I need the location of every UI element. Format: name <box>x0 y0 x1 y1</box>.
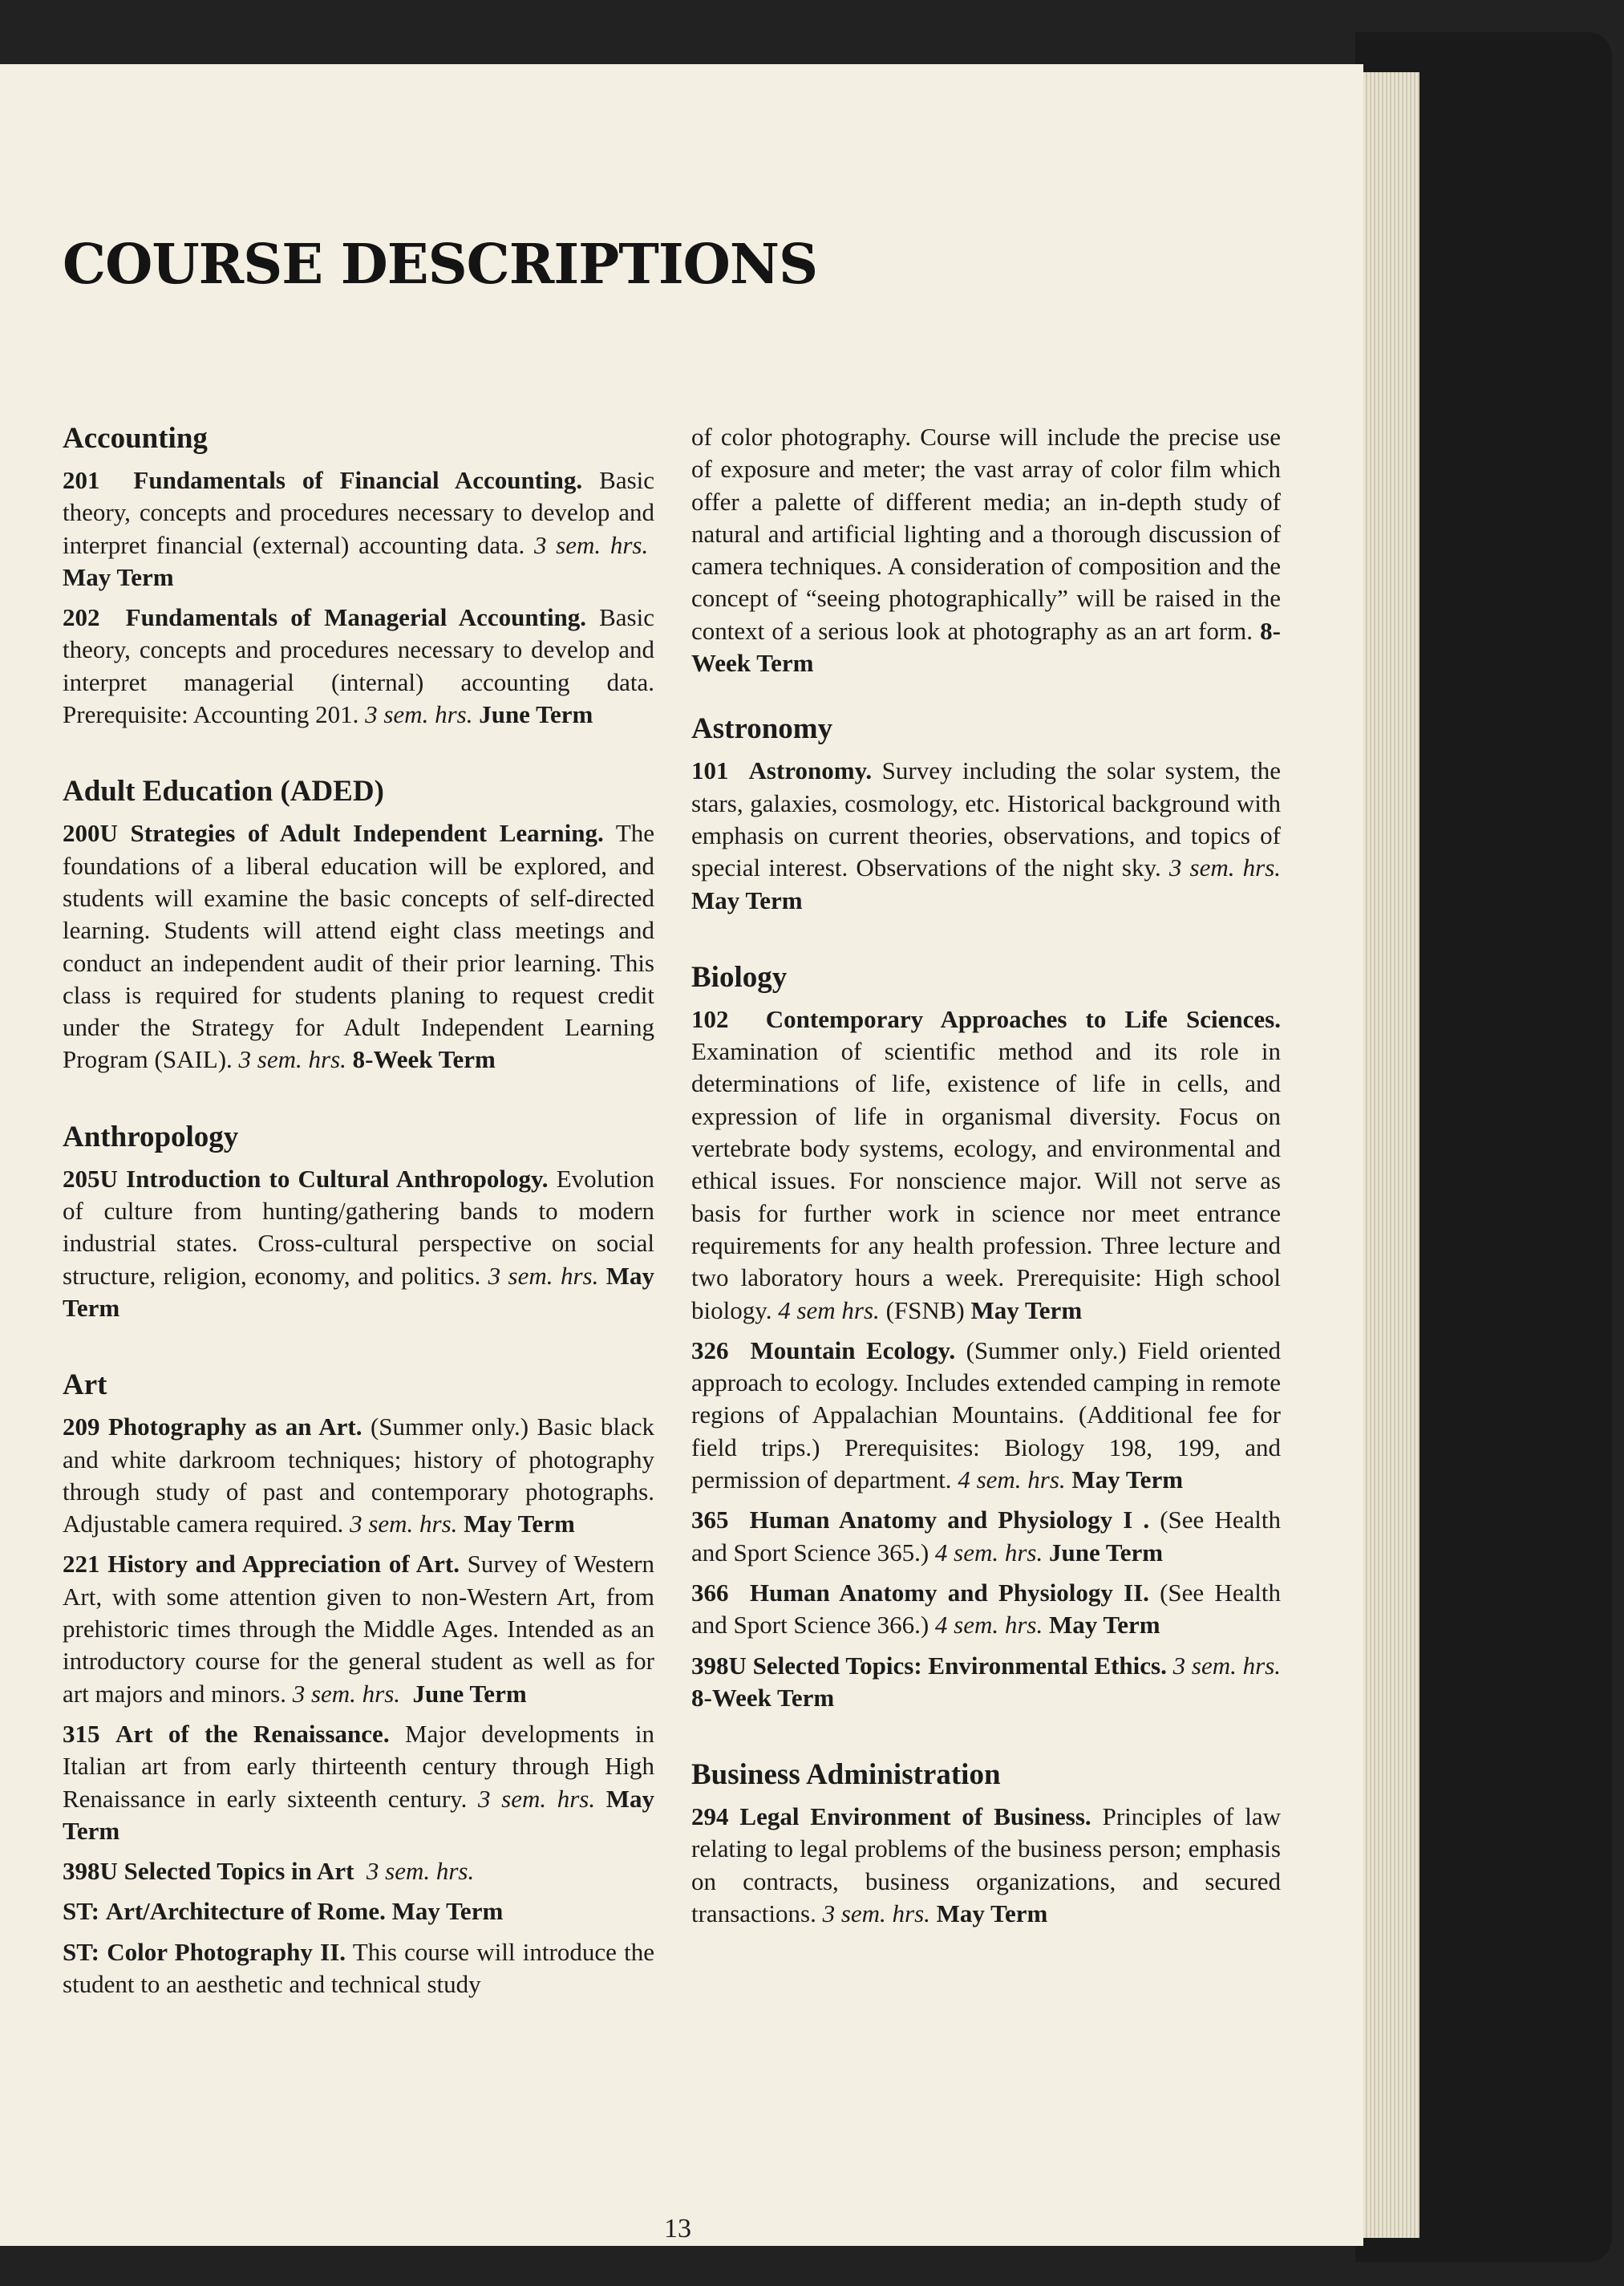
course-hours: 3 sem. hrs. <box>822 1899 930 1927</box>
dept-heading-biology: Biology <box>691 960 788 994</box>
course-title: Color Photography II. <box>107 1937 346 1966</box>
course-hours: 4 sem. hrs. <box>934 1538 1043 1567</box>
course-hours: 4 sem hrs. <box>778 1295 880 1324</box>
course-hours: 3 sem. hrs. <box>366 1857 475 1886</box>
course-description: Evolution of culture from hunting/gathering bands to modern industrial states. Cross-cultural perspective on social structure, religion, economy, and politics. <box>63 1164 654 1290</box>
course-number: 294 <box>691 1802 729 1831</box>
course-description: Survey of Western Art, with some attention given to non-Western Art, from prehistoric times through the Middle Ages. Intended as an introductory course for the general student as well as for art majors and minors. <box>63 1550 654 1708</box>
course-description: (Summer only.) Field oriented approach to ecology. Includes extended camping in remote regions of Appalachian Mountains. (Additional fee for field trips.) Prerequisites: Biology 198, 199, and permission of department. <box>691 1336 1282 1494</box>
dept-heading-business-administration: Business Administration <box>691 1758 1001 1792</box>
course-art-315 <box>63 1718 654 1847</box>
course-hours: 3 sem. hrs. <box>478 1784 596 1813</box>
course-biology-398u <box>691 1650 1281 1715</box>
color-photography-continued <box>691 421 1281 679</box>
course-art-398u <box>63 1855 654 1887</box>
course-term: June Term <box>412 1679 527 1708</box>
course-hours: 3 sem. hrs. <box>350 1510 458 1538</box>
course-term: June Term <box>1049 1538 1164 1567</box>
course-hours: 4 sem. hrs. <box>958 1465 1066 1494</box>
course-term: May Term <box>63 1784 654 1845</box>
course-title: Human Anatomy and Physiology I . <box>749 1506 1150 1534</box>
course-number: 200U <box>63 819 118 848</box>
course-hours: 3 sem. hrs. <box>533 530 649 559</box>
course-description: of color photography. Course will include the precise use of exposure and meter; the vast array of color film which offer a palette of different media; an in-depth study of natural and artificial lighting and a thorough discussion of camera techniques. A consideration of composition and the concept of “seeing photographically” will be raised in the context of a serious look at photography as an art form. <box>691 423 1281 645</box>
dept-heading-art: Art <box>63 1368 107 1402</box>
course-number: 209 <box>63 1413 100 1441</box>
course-title: Art of the Renaissance. <box>115 1719 390 1748</box>
course-number: 398U <box>691 1651 747 1680</box>
course-number: 221 <box>63 1550 100 1579</box>
dept-heading-astronomy: Astronomy <box>691 712 833 746</box>
course-term: 8-Week Term <box>352 1045 496 1074</box>
course-title: History and Appreciation of Art. <box>107 1550 460 1579</box>
course-biology-102 <box>691 1003 1281 1327</box>
topic-prefix: ST: <box>63 1937 99 1966</box>
course-title: Selected Topics in Art <box>124 1857 354 1886</box>
course-term: 8-Week Term <box>691 1683 835 1712</box>
course-title: Fundamentals of Managerial Accounting. <box>125 603 587 632</box>
course-description: (Summer only.) Basic black and white darkroom techniques; history of photography through study of past and contemporary photographs. Adjustable camera required. <box>63 1413 654 1538</box>
course-title: Mountain Ecology. <box>750 1336 956 1364</box>
course-code: (FSNB) <box>885 1295 965 1324</box>
course-art-221 <box>63 1548 654 1709</box>
course-hours: 4 sem. hrs. <box>934 1611 1043 1640</box>
course-term: May Term <box>936 1899 1048 1927</box>
dept-heading-accounting: Accounting <box>63 422 208 455</box>
course-hours: 3 sem. hrs. <box>365 700 473 729</box>
catalog-page <box>0 64 1363 2246</box>
course-description: Survey including the solar system, the stars, galaxies, cosmology, etc. Historical background with emphasis on current theories, observations, and topics of special interest. Observations of the night sky. <box>691 756 1281 882</box>
course-description: Principles of law relating to legal problems of the business person; emphasis on contracts, business organizations, and secured transactions. <box>691 1802 1281 1927</box>
course-term: June Term <box>479 700 593 729</box>
course-description: This course will introduce the student to an aesthetic and technical study <box>63 1937 654 1998</box>
course-number: 326 <box>691 1336 729 1364</box>
course-description: Basic theory, concepts and procedures necessary to develop and interpret managerial (internal) accounting data. Prerequisite: Accounting 201. <box>63 603 654 729</box>
course-title: Introduction to Cultural Anthropology. <box>126 1164 549 1193</box>
course-term: May Term <box>391 1897 504 1926</box>
course-description: Basic theory, concepts and procedures necessary to develop and interpret financial (external) accounting data. <box>63 466 655 559</box>
course-description: The foundations of a liberal education will be explored, and students will examine the basic concepts of self-directed learning. Students will attend eight class meetings and conduct an independent audit of their prior learning. This class is required for students planing to request credit under the Strategy for Adult Independent Learning Program (SAIL). <box>63 819 654 1074</box>
left-column <box>63 421 654 2000</box>
course-hours: 3 sem. hrs. <box>292 1679 401 1708</box>
course-number: 102 <box>691 1004 729 1033</box>
topic-prefix: ST: <box>63 1897 99 1926</box>
course-title: Fundamentals of Financial Accounting. <box>133 466 583 494</box>
course-title: Selected Topics: Environmental Ethics. <box>752 1651 1167 1680</box>
course-term: 8-Week Term <box>691 616 1281 678</box>
special-topic-color-photography <box>63 1936 654 2001</box>
course-term: May Term <box>63 1261 655 1322</box>
course-business-294 <box>691 1801 1281 1930</box>
page-stack-edge <box>1355 72 1419 2238</box>
course-number: 315 <box>63 1719 100 1748</box>
course-number: 365 <box>691 1506 729 1534</box>
course-hours: 3 sem. hrs. <box>238 1045 346 1074</box>
course-number: 205U <box>63 1164 118 1193</box>
course-title: Photography as an Art. <box>107 1413 362 1441</box>
course-hours: 3 sem. hrs. <box>1168 853 1282 882</box>
course-term: May Term <box>63 562 174 591</box>
course-biology-326 <box>691 1335 1281 1496</box>
course-number: 398U <box>63 1857 118 1886</box>
course-description: Examination of scientific method and its role in determinations of life, existence of life in cells, and expression of life in organismal diversity. Focus on vertebrate body systems, ecology, and environmental and ethical issues. For nonscience major. Will not serve as basis for further work in science nor meet entrance requirements for any health profession. Three lecture and two laboratory hours a week. Prerequisite: High school biology. <box>691 1037 1281 1324</box>
course-accounting-201 <box>63 464 654 594</box>
course-astronomy-101 <box>691 755 1281 916</box>
course-title: Art/Architecture of Rome. <box>105 1897 386 1926</box>
course-hours: 3 sem. hrs. <box>488 1261 599 1290</box>
course-term: May Term <box>691 886 803 914</box>
course-aded-200u <box>63 817 654 1076</box>
course-biology-366 <box>691 1577 1281 1642</box>
course-art-209 <box>63 1411 654 1540</box>
course-number: 101 <box>691 756 729 785</box>
course-biology-365 <box>691 1504 1281 1569</box>
course-accounting-202 <box>63 602 654 731</box>
course-title: Legal Environment of Business. <box>739 1802 1091 1831</box>
special-topic-rome <box>63 1895 654 1927</box>
course-description: (See Health and Sport Science 366.) <box>691 1578 1282 1640</box>
course-number: 202 <box>63 603 100 632</box>
course-title: Strategies of Adult Independent Learning. <box>130 819 604 848</box>
course-title: Contemporary Approaches to Life Sciences. <box>765 1004 1281 1033</box>
course-number: 201 <box>63 466 100 494</box>
course-term: May Term <box>1049 1611 1160 1640</box>
course-term: May Term <box>1071 1465 1184 1494</box>
dept-heading-anthropology: Anthropology <box>63 1120 239 1153</box>
course-description: Major developments in Italian art from early thirteenth century through High Renaissance in early sixteenth century. <box>63 1719 654 1813</box>
course-anthropology-205u <box>63 1163 654 1324</box>
course-title: Astronomy. <box>748 756 873 785</box>
course-title: Human Anatomy and Physiology II. <box>749 1578 1149 1607</box>
course-term: May Term <box>970 1295 1083 1324</box>
page-heading: COURSE DESCRIPTIONS <box>63 233 818 297</box>
dept-heading-adult-education: Adult Education (ADED) <box>63 775 384 809</box>
course-description: (See Health and Sport Science 365.) <box>691 1506 1282 1567</box>
right-column <box>691 421 1281 1930</box>
course-number: 366 <box>691 1578 729 1607</box>
page-number: 13 <box>664 2214 691 2243</box>
course-hours: 3 sem. hrs. <box>1172 1651 1282 1680</box>
course-term: May Term <box>464 1510 575 1538</box>
